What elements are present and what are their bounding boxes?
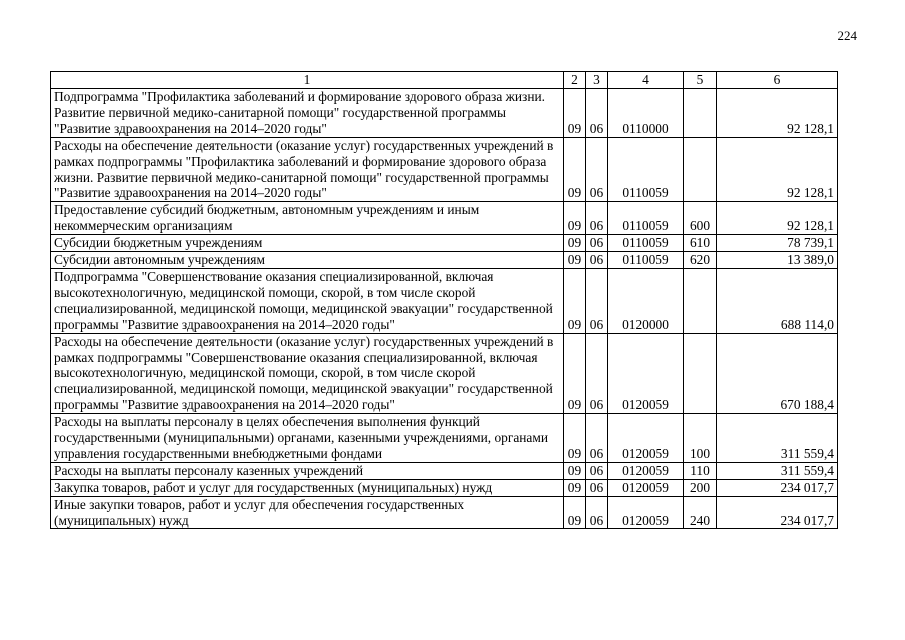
section-code-cell: 09 [564, 268, 586, 333]
subsection-code-cell: 06 [586, 235, 608, 252]
row-name-cell: Расходы на выплаты персоналу казенных учреждений [51, 462, 564, 479]
row-name-cell: Субсидии бюджетным учреждениям [51, 235, 564, 252]
section-code-cell: 09 [564, 479, 586, 496]
expense-type-cell: 240 [684, 496, 717, 529]
expense-type-cell [684, 137, 717, 202]
row-name-cell: Иные закупки товаров, работ и услуг для обеспечения государственных (муниципальных) нужд [51, 496, 564, 529]
row-name-cell: Закупка товаров, работ и услуг для государственных (муниципальных) нужд [51, 479, 564, 496]
subsection-code-cell: 06 [586, 89, 608, 138]
amount-cell: 234 017,7 [717, 479, 838, 496]
subsection-code-cell: 06 [586, 137, 608, 202]
expense-type-cell: 610 [684, 235, 717, 252]
expense-type-cell [684, 268, 717, 333]
subsection-code-cell: 06 [586, 333, 608, 414]
subsection-code-cell: 06 [586, 496, 608, 529]
section-code-cell: 09 [564, 89, 586, 138]
target-article-cell: 0120000 [608, 268, 684, 333]
amount-cell: 234 017,7 [717, 496, 838, 529]
section-code-cell: 09 [564, 235, 586, 252]
amount-cell: 13 389,0 [717, 252, 838, 269]
amount-cell: 92 128,1 [717, 137, 838, 202]
table-header-row [51, 72, 838, 89]
table-row [51, 462, 838, 479]
amount-cell: 311 559,4 [717, 462, 838, 479]
row-name-cell: Подпрограмма "Профилактика заболеваний и формирование здорового образа жизни. Развитие первичной медико-санитарной помощи" государственной программы "Развитие здравоохранения на 2014–2020 годы" [51, 89, 564, 138]
table-row [51, 202, 838, 235]
table-row [51, 137, 838, 202]
expense-type-cell: 100 [684, 414, 717, 463]
section-code-cell: 09 [564, 252, 586, 269]
subsection-code-cell: 06 [586, 479, 608, 496]
table-row [51, 235, 838, 252]
table-row [51, 333, 838, 414]
row-name-cell: Расходы на выплаты персоналу в целях обеспечения выполнения функций государственными (муниципальными) органами, казенными учреждениями, органами управления государственными внебюджетными фондами [51, 414, 564, 463]
table-row [51, 414, 838, 463]
table-row [51, 252, 838, 269]
expense-type-cell: 110 [684, 462, 717, 479]
target-article-cell: 0110000 [608, 89, 684, 138]
amount-cell: 92 128,1 [717, 202, 838, 235]
target-article-cell: 0110059 [608, 202, 684, 235]
section-code-cell: 09 [564, 462, 586, 479]
section-code-cell: 09 [564, 202, 586, 235]
subsection-code-cell: 06 [586, 202, 608, 235]
row-name-cell: Подпрограмма "Совершенствование оказания специализированной, включая высокотехнологичную, медицинской помощи, скорой, в том числе скорой специализированной, медицинской помощи, медицинской эвакуации" государственной программы "Развитие здравоохранения на 2014–2020 годы" [51, 268, 564, 333]
subsection-code-cell: 06 [586, 462, 608, 479]
column-header: 2 [564, 72, 586, 89]
amount-cell: 311 559,4 [717, 414, 838, 463]
amount-cell: 670 188,4 [717, 333, 838, 414]
budget-table [50, 71, 838, 529]
subsection-code-cell: 06 [586, 414, 608, 463]
table-row [51, 89, 838, 138]
table-row [51, 496, 838, 529]
table-row [51, 479, 838, 496]
target-article-cell: 0120059 [608, 462, 684, 479]
column-header: 6 [717, 72, 838, 89]
section-code-cell: 09 [564, 137, 586, 202]
expense-type-cell: 620 [684, 252, 717, 269]
target-article-cell: 0110059 [608, 137, 684, 202]
target-article-cell: 0120059 [608, 333, 684, 414]
target-article-cell: 0110059 [608, 235, 684, 252]
target-article-cell: 0110059 [608, 252, 684, 269]
section-code-cell: 09 [564, 414, 586, 463]
expense-type-cell: 600 [684, 202, 717, 235]
expense-type-cell [684, 333, 717, 414]
row-name-cell: Субсидии автономным учреждениям [51, 252, 564, 269]
row-name-cell: Предоставление субсидий бюджетным, автономным учреждениям и иным некоммерческим организациям [51, 202, 564, 235]
page-number: 224 [837, 28, 857, 43]
subsection-code-cell: 06 [586, 252, 608, 269]
amount-cell: 78 739,1 [717, 235, 838, 252]
amount-cell: 688 114,0 [717, 268, 838, 333]
section-code-cell: 09 [564, 496, 586, 529]
column-header: 1 [51, 72, 564, 89]
column-header: 5 [684, 72, 717, 89]
subsection-code-cell: 06 [586, 268, 608, 333]
section-code-cell: 09 [564, 333, 586, 414]
target-article-cell: 0120059 [608, 414, 684, 463]
table-row [51, 268, 838, 333]
amount-cell: 92 128,1 [717, 89, 838, 138]
target-article-cell: 0120059 [608, 479, 684, 496]
target-article-cell: 0120059 [608, 496, 684, 529]
row-name-cell: Расходы на обеспечение деятельности (оказание услуг) государственных учреждений в рамках подпрограммы "Совершенствование оказания специализированной, включая высокотехнологичную, медицинской помощи, скорой, в том числе скорой специализированной, медицинской помощи, медицинской эвакуации" государственной программы "Развитие здравоохранения на 2014–2020 годы" [51, 333, 564, 414]
expense-type-cell [684, 89, 717, 138]
expense-type-cell: 200 [684, 479, 717, 496]
column-header: 4 [608, 72, 684, 89]
row-name-cell: Расходы на обеспечение деятельности (оказание услуг) государственных учреждений в рамках подпрограммы "Профилактика заболеваний и формирование здорового образа жизни. Развитие первичной медико-санитарной помощи" государственной программы "Развитие здравоохранения на 2014–2020 годы" [51, 137, 564, 202]
column-header: 3 [586, 72, 608, 89]
